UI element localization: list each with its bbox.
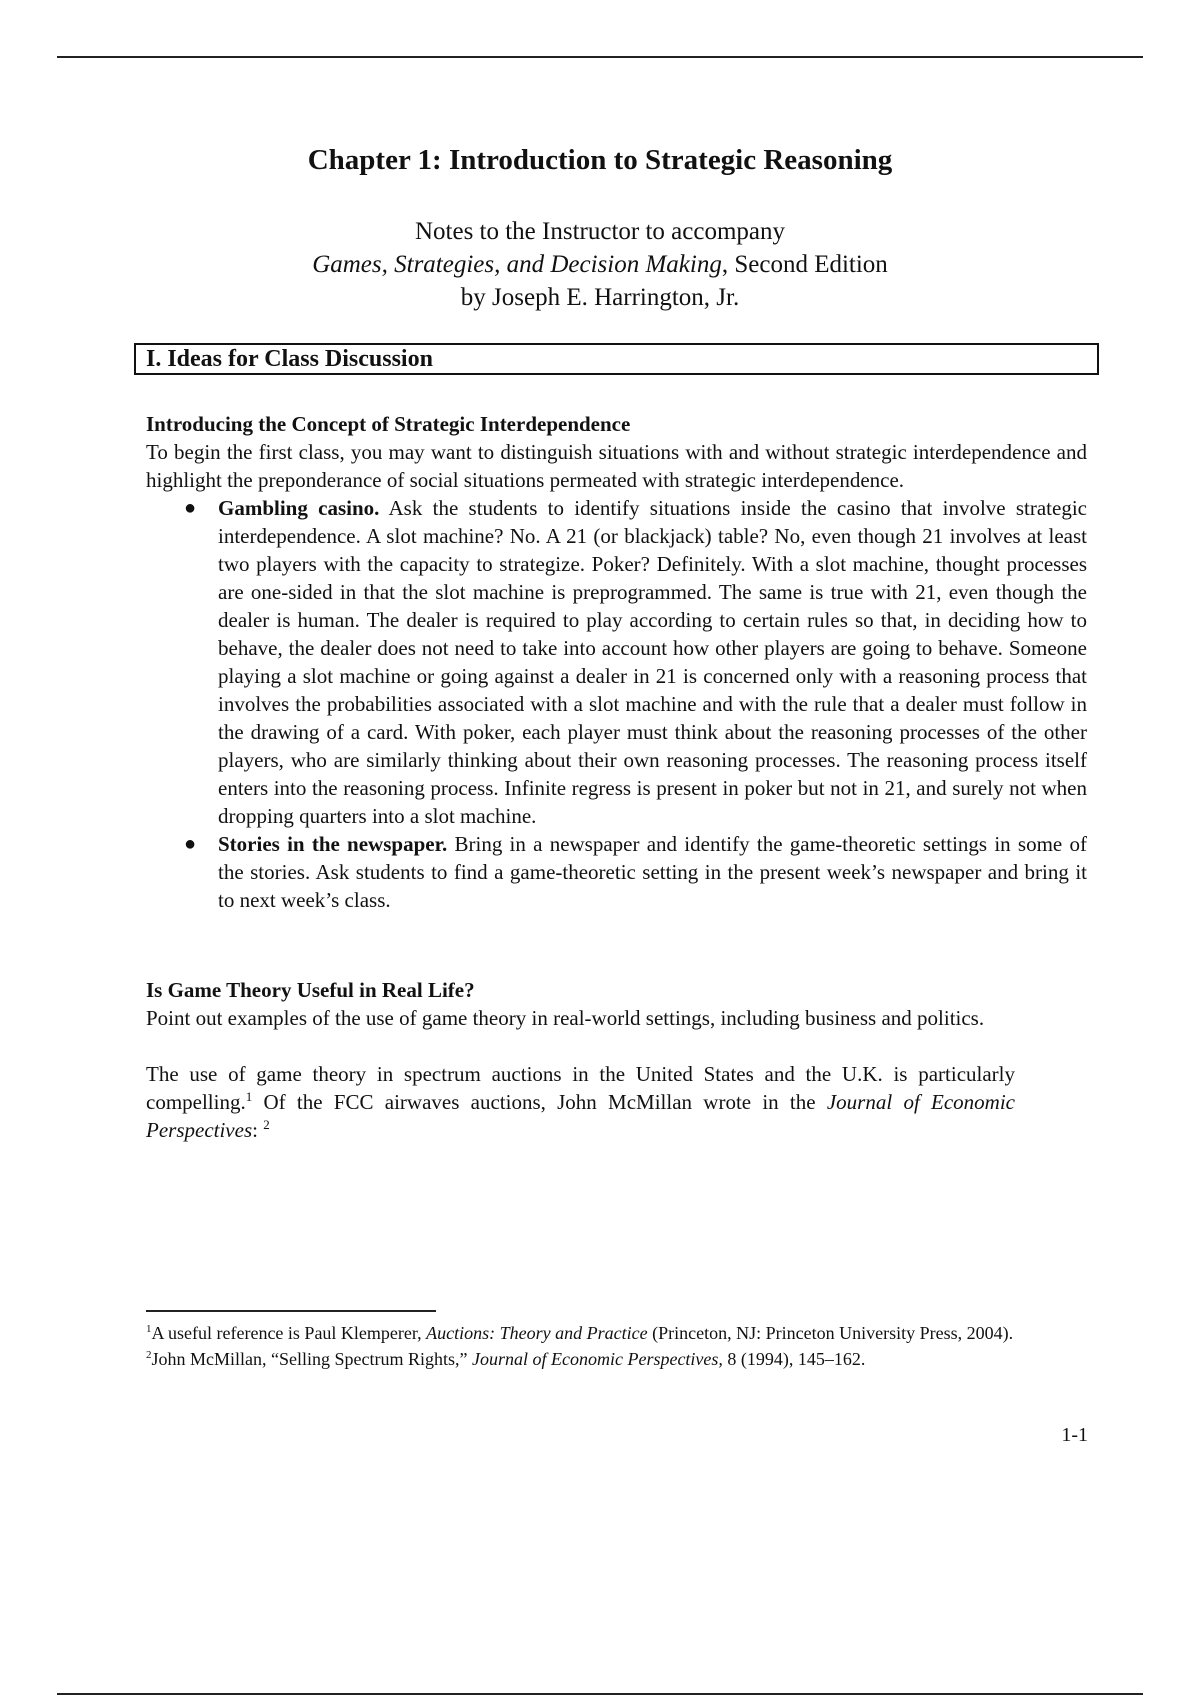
footnote-2-text-b: 8 (1994), 145–162.: [722, 1349, 866, 1369]
part2-paragraph-1: Point out examples of the use of game theory in real-world settings, including business and politics.: [146, 1006, 985, 1030]
footnote-1-text-a: A useful reference is Paul Klemperer,: [151, 1323, 427, 1343]
footnote-ref-1: 1: [245, 1089, 253, 1104]
footnote-2: [146, 1346, 1087, 1372]
footnotes: [146, 1320, 1087, 1372]
part2-heading: Is Game Theory Useful in Real Life?: [146, 978, 475, 1002]
list-item: [184, 494, 1087, 830]
part2-paragraph-2: [146, 1060, 1015, 1144]
subtitle-block: [0, 215, 1200, 314]
bullet-icon: ●: [184, 497, 197, 519]
main-content: [146, 410, 1087, 1144]
footnote-rule: [146, 1310, 436, 1312]
book-line: [0, 248, 1200, 281]
footnote-1-number: 1: [146, 1323, 152, 1335]
page-number: 1-1: [1061, 1424, 1088, 1446]
para2-text-a: The use of game theory in spectrum auctions in the United States and the U.K. is particularly compelling.: [146, 1062, 1015, 1114]
bullet-label: Gambling casino.: [218, 496, 380, 520]
page-title: Chapter 1: Introduction to Strategic Reasoning: [307, 144, 893, 176]
footnote-ref-2: 2: [263, 1117, 270, 1132]
para2-text-b: Of the FCC airwaves auctions, John McMillan wrote in the: [252, 1090, 827, 1114]
section-heading: I. Ideas for Class Discussion: [146, 346, 433, 372]
footnote-1-title: Auctions: Theory and Practice: [426, 1323, 648, 1343]
footnote-1: [146, 1320, 1087, 1346]
part1-intro: To begin the first class, you may want to distinguish situations with and without strategic interdependence and highlight the preponderance of social situations permeated with strategic interdependence.: [146, 440, 1087, 492]
part1-heading: Introducing the Concept of Strategic Interdependence: [146, 412, 631, 436]
bullet-text: Bring in a newspaper and identify the game-theoretic settings in some of the stories. Ask students to find a game-theoretic setting in the present week’s newspaper and bring it to next week’s class.: [218, 832, 1087, 912]
bullet-label: Stories in the newspaper.: [218, 832, 448, 856]
bullet-icon: ●: [184, 833, 197, 855]
journal-title: Journal of Economic Perspectives: [146, 1090, 1015, 1142]
bottom-rule: [57, 1693, 1143, 1695]
author-line: by Joseph E. Harrington, Jr.: [460, 284, 740, 311]
section-heading-box: [134, 343, 1099, 375]
book-title: Games, Strategies, and Decision Making: [312, 251, 722, 278]
list-item: [184, 830, 1087, 914]
para2-text-c: :: [252, 1118, 264, 1142]
subtitle-line: Notes to the Instructor to accompany: [414, 218, 786, 245]
edition: , Second Edition: [721, 251, 888, 278]
footnote-2-number: 2: [146, 1349, 152, 1361]
bullet-list: [146, 494, 1087, 914]
footnote-1-text-b: (Princeton, NJ: Princeton University Press, 2004).: [647, 1323, 1014, 1343]
footnote-2-journal: Journal of Economic Perspectives,: [471, 1349, 723, 1369]
bullet-text: Ask the students to identify situations inside the casino that involve strategic interdependence. A slot machine? No. A 21 (or blackjack) table? No, even though 21 involves at least two players with the capacity to strategize. Poker? Definitely. With a slot machine, thought processes are one-sided in that the slot machine is preprogrammed. The same is true with 21, even though the dealer is human. The dealer is required to play according to certain rules so that, in deciding how to behave, the dealer does not need to take into account how other players are going to behave. Someone playing a slot machine or going against a dealer in 21 is concerned only with a reasoning process that involves the probabilities associated with a slot machine and with the rule that a dealer must follow in the drawing of a card. With poker, each player must think about the reasoning processes of the other players, who are similarly thinking about their own reasoning processes. The reasoning process itself enters into the reasoning process. Infinite regress is present in poker but not in 21, and surely not when dropping quarters into a slot machine.: [218, 496, 1087, 828]
top-rule: [57, 56, 1143, 58]
footnote-2-text-a: John McMillan, “Selling Spectrum Rights,”: [151, 1349, 472, 1369]
